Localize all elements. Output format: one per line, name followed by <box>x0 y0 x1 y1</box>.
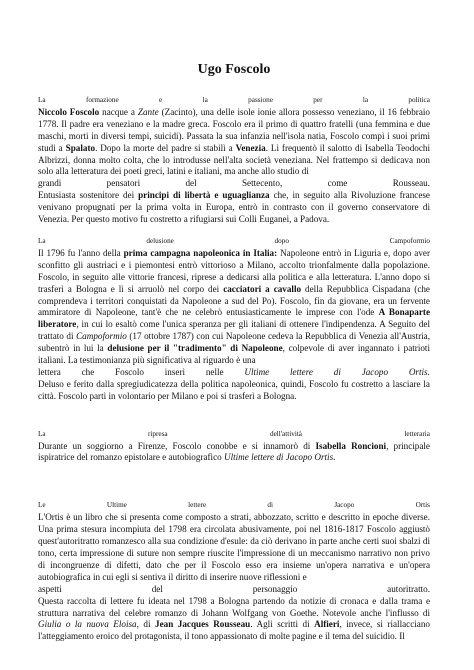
heading-word: letteraria <box>404 429 430 438</box>
bold-text: Alfieri <box>314 619 340 630</box>
bold-text: cacciatori a cavallo <box>223 283 302 294</box>
line-word: del <box>151 583 163 594</box>
text-run: , invece, si riallacciano l'atteggiamento eroico del protagonista, il tono appassionato di molte pagine e il tema del suicidio. Il <box>38 619 430 642</box>
paragraph-deluso <box>38 379 430 403</box>
justified-line <box>38 367 430 379</box>
heading-word: Jacopo <box>334 501 355 510</box>
heading-word: Ortis <box>415 501 430 510</box>
italic-text: Ultime lettere di Jacopo Ortis <box>223 452 334 463</box>
text-run: (Zacinto), una delle isole ionie allora possesso veneziano, il 16 febbraio 1778. Il padre era veneziano e la madre greca. Foscolo era il primo di quattro fratelli (una femmina e due maschi, morti in diversi tempi, suicidi). Passata la sua infanzia nell'isola natia, Foscolo compì i suoi primi studi a <box>38 106 430 153</box>
line-word: autoritratto. <box>387 583 430 594</box>
text-run: . Dopo la morte del padre si stabilì a <box>95 142 236 153</box>
line-word: aspetti <box>38 583 62 594</box>
bold-text: Isabella Roncioni <box>315 440 387 451</box>
paragraph-campagna <box>38 248 430 367</box>
text-run: Questa raccolta di lettere fu ideata nel 1798 a Bologna partendo da notizie di cronaca e dalla trama e struttura narrativa del celebre romanzo di Johann Wolfgang von Goethe. Notevole anche l'influsso di <box>38 595 430 618</box>
text-run: , in cui lo esaltò come l'unica speranza per gli italiani di ottenere l'indipendenza. A Seguito del trattato di <box>38 319 430 342</box>
heading-word: dopo <box>274 236 289 245</box>
bold-text: prima campagna napoleonica in Italia: <box>123 247 278 258</box>
text-run: Entusiasta sostenitore dei <box>38 190 139 201</box>
heading-word: lettere <box>188 501 207 510</box>
line-word-italic: Ultime <box>244 366 270 377</box>
line-word-italic: di <box>333 366 341 377</box>
heading-word: La <box>38 236 46 245</box>
italic-text: Campoformio <box>76 331 127 342</box>
text-run: Il 1796 fu l'anno della <box>38 247 124 258</box>
bold-text: Spalato <box>65 142 96 153</box>
heading-word: La <box>38 429 46 438</box>
text-run: L'Ortis è un libro che si presenta come composto a strati, abbozzato, scritto e descritto in epoche diverse. Una prima stesura incompiuta del 1798 era circolata abusivamente, poi nel 1816-1817 Foscolo aggiustò quest'autoritratto romanzesco alla sua condizione d'esule: da ciò derivano in parte anche certi suoi sbalzi di tono, certa impressione di suture non sempre riuscite l'impressione di un meccanismo narrativo non privo di incongruenze di difetti, dato che per il Foscolo esso era insieme un'opera narrativa e un'opera autobiografica in cui egli si sentiva il diritto di inserire nuove riflessioni e <box>38 512 430 582</box>
heading-word: politica <box>408 96 430 104</box>
paragraph-entusiasta <box>38 190 430 226</box>
line-word: personaggio <box>252 583 298 594</box>
justified-line <box>38 178 430 190</box>
text-run: . <box>333 452 336 463</box>
line-word: lettera <box>38 366 61 377</box>
line-word: nelle <box>205 366 224 377</box>
italic-text: Giulia o la nuova Eloisa <box>38 619 137 630</box>
text-run: della Repubblica Cispadana (che comprendeva i territori conquistati da Napoleone a sud del Po). Foscolo, fin da giovane, era un fervente ammiratore di Napoleone, tant'è che ne celebrò entusiasticamente le imprese con l'ode <box>38 283 430 318</box>
text-run: Deluso e ferito dalla spregiudicatezza della politica napoleonica, quindi, Foscolo fu costretto a lasciare la città. Foscolo partì in volontario per Milano e poi si trasferì a Bologna. <box>38 378 430 401</box>
heading-word: Campoformio <box>389 236 430 245</box>
line-word: Rousseau. <box>392 178 430 189</box>
paragraph-raccolta <box>38 596 430 644</box>
text-run: Napoleone entrò in Liguria e, dopo aver sconfitto gli austriaci e i piemontesi entrò vittorioso a Milano, accolto trionfalmente dalla popolazione. Foscolo, in seguito alle vittorie francesi, riprese a dedicarsi alla politica e alla letteratura. L'anno dopo si trasferì a Bologna e lì si arruolò nel corpo dei <box>38 247 431 294</box>
heading-word: La <box>38 96 46 104</box>
section-heading-formazione <box>38 95 430 107</box>
line-word-italic: Ortis. <box>408 366 430 377</box>
line-word: come <box>327 178 348 189</box>
bold-text: A Bonaparte liberatore <box>38 307 430 330</box>
bold-text: principi di libertà e uguaglianza <box>138 190 270 201</box>
heading-word: di <box>267 501 274 510</box>
bold-text: Jean Jacques Rousseau <box>155 619 251 630</box>
text-run: Durante un soggiorno a Firenze, Foscolo conobbe e si innamorò di <box>38 440 316 451</box>
section-heading-delusione <box>38 236 430 248</box>
line-word: del <box>185 178 197 189</box>
bold-text: Venezia <box>235 142 266 153</box>
text-run: . Lì frequentò il salotto di Isabella Teodochi Albrizzi, donna molto colta, che lo introdusse nell'alta società veneziana. Nel frattempo si dedicava non solo alla letteratura dei poeti greci, latini e italiani, ma anche allo studio di <box>38 142 430 177</box>
heading-word: passione <box>248 96 273 104</box>
heading-word: la <box>202 96 208 104</box>
text-run: che, in seguito alla Rivoluzione francese venivano propugnati per la prima volta in Europa, entrò in contrasto con il governo conservatore di Venezia. Per questo motivo fu costretto a rifugiarsi sui Colli Euganei, a Padova. <box>38 190 430 225</box>
line-word: Settecento, <box>241 178 283 189</box>
heading-word: per <box>313 96 323 104</box>
line-word: pensatori <box>106 178 141 189</box>
text-run: (17 ottobre 1787) con cui Napoleone cedeva la Repubblica di Venezia all'Austria, subentrò in lui la <box>38 331 430 354</box>
text-run: . Agli scritti di <box>250 619 315 630</box>
page-title: Ugo Foscolo <box>197 62 271 77</box>
section-heading-ripresa <box>38 429 430 441</box>
text-run: , colpevole di aver ingannato i patrioti italiani. La testimonianza più significativa al riguardo è una <box>38 343 430 366</box>
paragraph-formazione <box>38 107 430 178</box>
italic-text: Zante <box>137 106 159 117</box>
section-heading-ortis <box>38 500 430 512</box>
paragraph-firenze <box>38 441 430 465</box>
line-word: grandi <box>38 178 62 189</box>
text-run: , principale ispiratrice del romanzo epistolare e autobiografico <box>38 440 430 463</box>
heading-word: delusione <box>146 236 174 245</box>
line-word: inserì <box>164 366 186 377</box>
line-word-italic: lettere <box>290 366 313 377</box>
heading-word: la <box>362 96 369 104</box>
bold-text: Niccolo Foscolo <box>38 106 100 117</box>
heading-word: Ultime <box>106 501 127 510</box>
heading-word: e <box>159 96 163 104</box>
line-word-italic: Jacopo <box>361 366 389 377</box>
text-run: nacque a <box>99 106 138 117</box>
paragraph-ortis-strati <box>38 512 430 583</box>
bold-text: delusione per il "tradimento" di Napoleone <box>107 343 283 354</box>
heading-word: Le <box>38 501 46 510</box>
justified-line <box>38 584 430 596</box>
heading-word: ripresa <box>148 429 168 438</box>
line-word: che <box>81 366 95 377</box>
line-word: Foscolo <box>115 366 144 377</box>
heading-word: dell'attività <box>269 429 303 438</box>
heading-word: formazione <box>85 96 119 104</box>
text-run: , di <box>136 619 156 630</box>
